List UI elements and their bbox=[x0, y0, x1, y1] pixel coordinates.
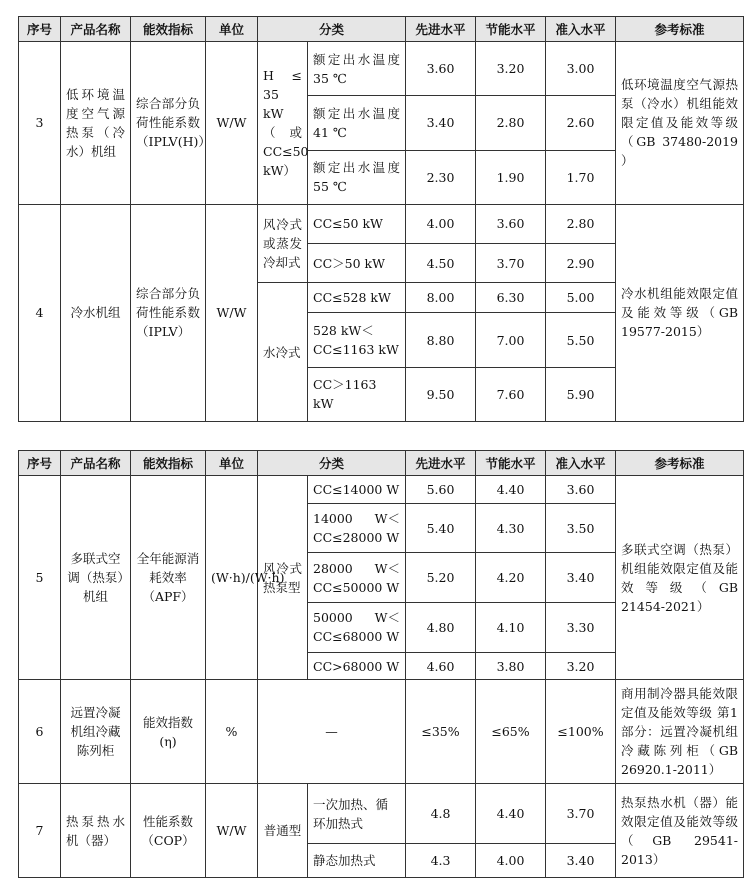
reference-standard: 热泵热水机（器）能效限定值及能效等级（GB 29541-2013） bbox=[616, 784, 744, 878]
category-cell: 14000 W＜CC≤28000 W bbox=[308, 503, 406, 553]
product-name: 热泵热水机（器） bbox=[61, 784, 131, 878]
energy-saving-value: 4.40 bbox=[476, 476, 546, 504]
header-no: 序号 bbox=[19, 17, 61, 42]
header-reference-standard: 参考标准 bbox=[616, 451, 744, 476]
unit: W/W bbox=[206, 204, 258, 421]
category-cell: — bbox=[258, 680, 406, 784]
advanced-value: 5.20 bbox=[406, 553, 476, 603]
access-value: ≤100% bbox=[546, 680, 616, 784]
access-value: 3.60 bbox=[546, 476, 616, 504]
row-number: 6 bbox=[19, 680, 61, 784]
reference-standard: 多联式空调（热泵）机组能效限定值及能效等级（GB 21454-2021） bbox=[616, 476, 744, 680]
category-cell: CC≤14000 W bbox=[308, 476, 406, 504]
access-value: 5.90 bbox=[546, 367, 616, 421]
header-reference-standard: 参考标准 bbox=[616, 17, 744, 42]
energy-saving-value: 4.10 bbox=[476, 603, 546, 653]
unit: W/W bbox=[206, 42, 258, 205]
energy-saving-value: 2.80 bbox=[476, 96, 546, 150]
cooling-type-group: 风冷式热泵型 bbox=[258, 476, 308, 680]
energy-efficiency-table-part2 bbox=[18, 450, 744, 878]
advanced-value: 8.00 bbox=[406, 283, 476, 313]
category-cell: 额定出水温度 55 ℃ bbox=[308, 150, 406, 204]
table-row bbox=[19, 476, 744, 504]
energy-saving-value: 3.60 bbox=[476, 204, 546, 243]
unit: (W·h)/(W·h) bbox=[206, 476, 258, 680]
header-advanced-level: 先进水平 bbox=[406, 17, 476, 42]
energy-saving-value: 6.30 bbox=[476, 283, 546, 313]
header-unit: 单位 bbox=[206, 17, 258, 42]
efficiency-indicator: 综合部分负荷性能系数（IPLV(H)） bbox=[131, 42, 206, 205]
unit: % bbox=[206, 680, 258, 784]
header-indicator: 能效指标 bbox=[131, 17, 206, 42]
access-value: 3.70 bbox=[546, 784, 616, 844]
table-row bbox=[19, 204, 744, 243]
reference-standard: 低环境温度空气源热泵（冷水）机组能效限定值及能效等级（GB 37480-2019 ） bbox=[616, 42, 744, 205]
energy-saving-value: 3.80 bbox=[476, 652, 546, 680]
header-unit: 单位 bbox=[206, 451, 258, 476]
access-value: 3.20 bbox=[546, 652, 616, 680]
advanced-value: 3.40 bbox=[406, 96, 476, 150]
access-value: 2.90 bbox=[546, 243, 616, 282]
reference-standard: 商用制冷器具能效限定值及能效等级 第1部分：远置冷凝机组冷藏陈列柜（GB 26920.1-2011） bbox=[616, 680, 744, 784]
category-cell: 额定出水温度 41 ℃ bbox=[308, 96, 406, 150]
advanced-value: 4.8 bbox=[406, 784, 476, 844]
product-name: 低环境温度空气源热泵（冷水）机组 bbox=[61, 42, 131, 205]
table-row bbox=[19, 784, 744, 844]
capacity-range: H ≤ 35 kW（或CC≤50 kW） bbox=[258, 42, 308, 205]
reference-standard: 冷水机组能效限定值及能效等级（GB 19577-2015） bbox=[616, 204, 744, 421]
access-value: 3.30 bbox=[546, 603, 616, 653]
header-product-name: 产品名称 bbox=[61, 17, 131, 42]
header-indicator: 能效指标 bbox=[131, 451, 206, 476]
energy-saving-value: 4.00 bbox=[476, 844, 546, 878]
energy-saving-value: 4.30 bbox=[476, 503, 546, 553]
header-category: 分类 bbox=[258, 17, 406, 42]
cooling-type-group: 普通型 bbox=[258, 784, 308, 878]
row-number: 3 bbox=[19, 42, 61, 205]
category-cell: CC＞1163 kW bbox=[308, 367, 406, 421]
energy-saving-value: 4.20 bbox=[476, 553, 546, 603]
category-cell: CC>68000 W bbox=[308, 652, 406, 680]
unit: W/W bbox=[206, 784, 258, 878]
product-name: 冷水机组 bbox=[61, 204, 131, 421]
efficiency-indicator: 综合部分负荷性能系数（IPLV） bbox=[131, 204, 206, 421]
cooling-type-group: 水冷式 bbox=[258, 283, 308, 422]
access-value: 3.40 bbox=[546, 844, 616, 878]
advanced-value: ≤35% bbox=[406, 680, 476, 784]
product-name: 多联式空调（热泵）机组 bbox=[61, 476, 131, 680]
category-cell: 50000 W＜CC≤68000 W bbox=[308, 603, 406, 653]
access-value: 5.50 bbox=[546, 313, 616, 367]
efficiency-indicator: 能效指数(η) bbox=[131, 680, 206, 784]
category-cell: 静态加热式 bbox=[308, 844, 406, 878]
cooling-type-group: 风冷式或蒸发冷却式 bbox=[258, 204, 308, 282]
energy-saving-value: 7.00 bbox=[476, 313, 546, 367]
advanced-value: 5.60 bbox=[406, 476, 476, 504]
energy-saving-value: 7.60 bbox=[476, 367, 546, 421]
header-energy-saving-level: 节能水平 bbox=[476, 451, 546, 476]
advanced-value: 5.40 bbox=[406, 503, 476, 553]
advanced-value: 4.80 bbox=[406, 603, 476, 653]
category-cell: 28000 W＜CC≤50000 W bbox=[308, 553, 406, 603]
advanced-value: 9.50 bbox=[406, 367, 476, 421]
energy-efficiency-table-part1 bbox=[18, 16, 744, 422]
access-value: 3.00 bbox=[546, 42, 616, 96]
access-value: 3.40 bbox=[546, 553, 616, 603]
table-row bbox=[19, 42, 744, 96]
header-energy-saving-level: 节能水平 bbox=[476, 17, 546, 42]
header-category: 分类 bbox=[258, 451, 406, 476]
efficiency-indicator: 全年能源消耗效率（APF） bbox=[131, 476, 206, 680]
category-cell: CC＞50 kW bbox=[308, 243, 406, 282]
access-value: 2.60 bbox=[546, 96, 616, 150]
category-cell: 额定出水温度 35 ℃ bbox=[308, 42, 406, 96]
row-number: 4 bbox=[19, 204, 61, 421]
energy-saving-value: 3.20 bbox=[476, 42, 546, 96]
header-advanced-level: 先进水平 bbox=[406, 451, 476, 476]
category-cell: 一次加热、循环加热式 bbox=[308, 784, 406, 844]
header-product-name: 产品名称 bbox=[61, 451, 131, 476]
advanced-value: 3.60 bbox=[406, 42, 476, 96]
efficiency-indicator: 性能系数（COP） bbox=[131, 784, 206, 878]
advanced-value: 4.50 bbox=[406, 243, 476, 282]
energy-saving-value: 4.40 bbox=[476, 784, 546, 844]
advanced-value: 8.80 bbox=[406, 313, 476, 367]
header-access-level: 准入水平 bbox=[546, 451, 616, 476]
header-no: 序号 bbox=[19, 451, 61, 476]
energy-saving-value: 3.70 bbox=[476, 243, 546, 282]
table-row bbox=[19, 680, 744, 784]
access-value: 1.70 bbox=[546, 150, 616, 204]
table-header-row bbox=[19, 17, 744, 42]
energy-saving-value: 1.90 bbox=[476, 150, 546, 204]
header-access-level: 准入水平 bbox=[546, 17, 616, 42]
energy-saving-value: ≤65% bbox=[476, 680, 546, 784]
category-cell: CC≤50 kW bbox=[308, 204, 406, 243]
advanced-value: 4.60 bbox=[406, 652, 476, 680]
row-number: 5 bbox=[19, 476, 61, 680]
table-header-row bbox=[19, 451, 744, 476]
category-cell: 528 kW＜CC≤1163 kW bbox=[308, 313, 406, 367]
access-value: 2.80 bbox=[546, 204, 616, 243]
product-name: 远置冷凝机组冷藏陈列柜 bbox=[61, 680, 131, 784]
access-value: 3.50 bbox=[546, 503, 616, 553]
advanced-value: 4.3 bbox=[406, 844, 476, 878]
advanced-value: 2.30 bbox=[406, 150, 476, 204]
row-number: 7 bbox=[19, 784, 61, 878]
category-cell: CC≤528 kW bbox=[308, 283, 406, 313]
advanced-value: 4.00 bbox=[406, 204, 476, 243]
access-value: 5.00 bbox=[546, 283, 616, 313]
